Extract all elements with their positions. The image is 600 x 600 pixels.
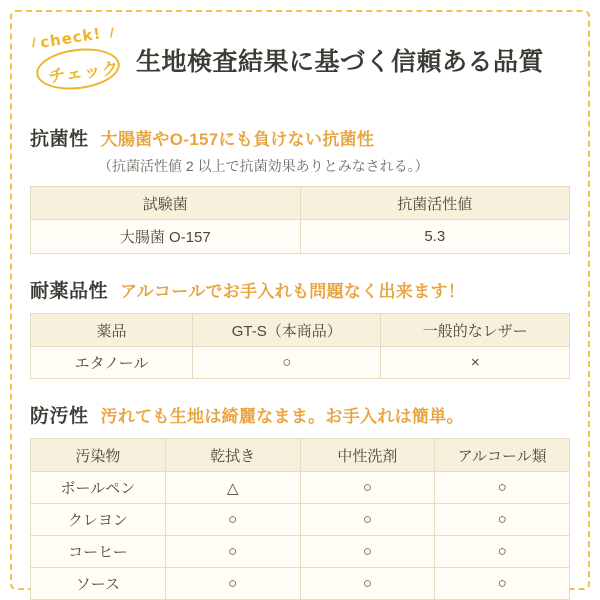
column-header: 一般的なレザー [381,314,570,347]
section-label: 抗菌性 [30,129,89,150]
check-badge [30,25,126,95]
table-header-row [31,439,570,472]
section-label: 防汚性 [30,406,89,427]
table-cell: ○ [165,568,300,600]
table-cell: 5.3 [300,220,570,254]
table-cell: △ [165,472,300,504]
page-content [30,24,570,600]
table-cell: ○ [300,504,435,536]
table-cell: ○ [435,504,570,536]
chemical-resistance-table [30,313,570,379]
table-cell: エタノール [31,347,193,379]
table-cell: コーヒー [31,536,166,568]
table-cell: × [381,347,570,379]
table-cell: ○ [300,536,435,568]
column-header: 抗菌活性値 [300,187,570,220]
section-heading [30,401,570,428]
table-cell: ○ [435,536,570,568]
section-antibacterial [30,124,570,254]
column-header: 汚染物 [31,439,166,472]
antibacterial-table [30,186,570,254]
badge-japanese-label: チェック [47,58,121,87]
table-cell: ○ [165,536,300,568]
section-lead-text: アルコールでお手入れも問題なく出来ます！ [120,282,465,301]
sparkle-right-icon: / [110,25,114,40]
table-row [31,504,570,536]
table-cell: ○ [435,568,570,600]
table-cell: ソース [31,568,166,600]
section-chemical-resistance [30,276,570,379]
table-row [31,536,570,568]
table-header-row [31,314,570,347]
column-header: GT-S（本商品） [192,314,381,347]
column-header: 中性洗剤 [300,439,435,472]
table-cell: クレヨン [31,504,166,536]
sparkle-left-icon: / [32,35,36,50]
table-cell: ○ [165,504,300,536]
table-row [31,568,570,600]
column-header: 乾拭き [165,439,300,472]
table-row [31,472,570,504]
table-row [31,220,570,254]
table-cell: ○ [192,347,381,379]
section-label: 耐薬品性 [30,281,109,302]
column-header: アルコール類 [435,439,570,472]
table-header-row [31,187,570,220]
section-stain-resistance [30,401,570,600]
table-cell: ○ [300,568,435,600]
column-header: 試験菌 [31,187,301,220]
stain-resistance-table [30,438,570,600]
page-title: 生地検査結果に基づく信頼ある品質 [136,48,545,76]
badge-english-label: check! [38,24,103,52]
section-heading [30,276,570,303]
section-note: （抗菌活性値 2 以上で抗菌効果ありとみなされる。） [98,158,429,174]
table-row [31,347,570,379]
table-cell: 大腸菌 O-157 [31,220,301,254]
section-heading [30,124,570,151]
section-lead-text: 大腸菌やO-157にも負けない抗菌性 [100,130,375,149]
table-cell: ボールペン [31,472,166,504]
table-cell: ○ [300,472,435,504]
page-header [30,24,570,96]
table-cell: ○ [435,472,570,504]
section-lead-text: 汚れても生地は綺麗なまま。お手入れは簡単。 [100,407,464,426]
column-header: 薬品 [31,314,193,347]
